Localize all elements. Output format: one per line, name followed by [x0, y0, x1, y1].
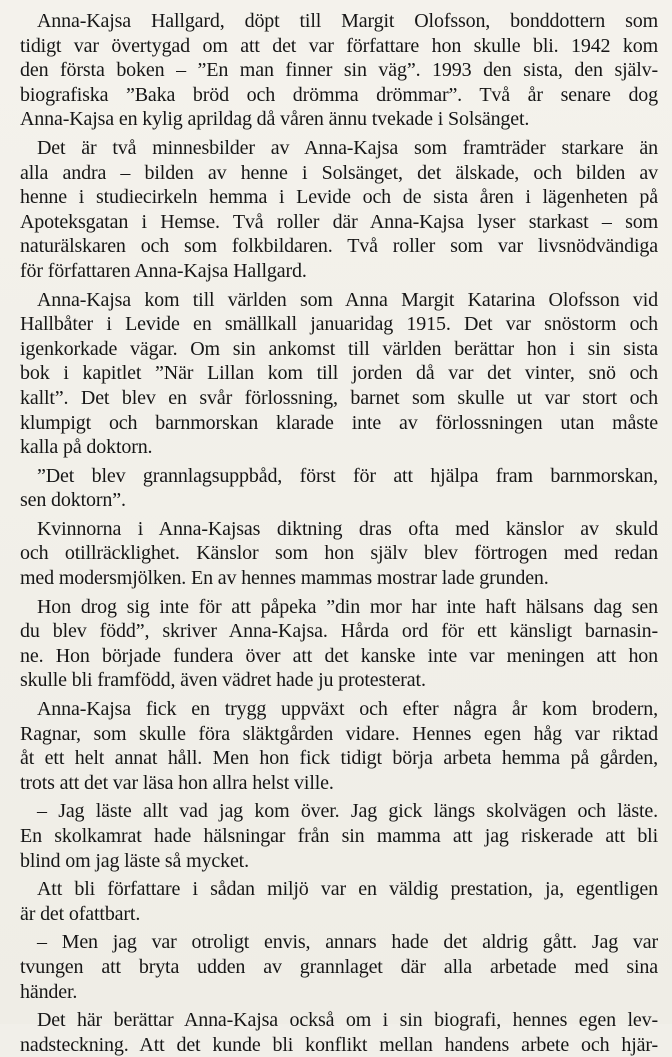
paragraph-7 — [20, 697, 658, 795]
text-line: trots att det var läsa hon allra helst ville. — [20, 771, 334, 794]
text-line: för författaren Anna-Kajsa Hallgard. — [20, 259, 307, 282]
text-line: Hon drog sig inte för att påpeka ”din mor har inte haft hälsans dag sen — [37, 595, 658, 618]
text-line: Ragnar, som skulle föra släktgården vidare. Hennes egen håg var riktad — [20, 722, 658, 745]
text-line: Anna-Kajsa fick en trygg uppväxt och efter några år kom brodern, — [37, 698, 658, 721]
paragraph-5 — [20, 517, 658, 591]
text-line: Apoteksgatan i Hemse. Två roller där Anna-Kajsa lyser starkast – som — [20, 210, 658, 233]
text-line: åt ett helt annat håll. Men hon fick tidigt börja arbeta hemma på gården, — [20, 747, 658, 770]
text-line: du blev född”, skriver Anna-Kajsa. Hårda ord för ett känsligt barnasin- — [20, 620, 658, 643]
text-line: Anna-Kajsa en kylig aprildag då våren ännu tvekade i Solsänget. — [20, 108, 530, 131]
paragraph-2 — [20, 136, 658, 284]
text-line: Att bli författare i sådan miljö var en väldig prestation, ja, egentligen — [37, 878, 658, 901]
text-line: kallt”. Det blev en svår förlossning, barnet som skulle ut var stort och — [20, 386, 658, 409]
text-line: igenkorkade vägar. Om sin ankomst till världen berättar hon i sin sista — [20, 337, 658, 360]
text-line: biografiska ”Baka bröd och drömma drömmar”. Två år senare dog — [20, 83, 658, 106]
paragraph-1 — [20, 9, 658, 132]
text-line: Anna-Kajsa kom till världen som Anna Margit Katarina Olofsson vid — [37, 288, 658, 311]
text-line: nadsteckning. Att det kunde bli konflikt mellan handens arbete och hjär- — [20, 1033, 658, 1056]
text-line: ne. Hon började fundera över att det kanske inte var meningen att hon — [20, 644, 658, 667]
text-line: Hallbåter i Levide en smällkall januaridag 1915. Det var snöstorm och — [20, 313, 658, 336]
text-line: blind om jag läste så mycket. — [20, 849, 249, 872]
text-line: Anna-Kajsa Hallgard, döpt till Margit Olofsson, bonddottern som — [37, 10, 658, 32]
paragraph-6 — [20, 595, 658, 693]
text-line: klumpigt och barnmorskan klarade inte av förlossningen utan måste — [20, 411, 658, 434]
paragraph-10 — [20, 930, 658, 1004]
text-line: sen doktorn”. — [20, 489, 126, 512]
text-line: den första boken – ”En man finner sin väg”. 1993 den sista, den själv- — [20, 59, 658, 82]
text-line: Kvinnorna i Anna-Kajsas diktning dras ofta med känslor av skuld — [37, 517, 658, 540]
text-line: – Jag läste allt vad jag kom över. Jag gick längs skolvägen och läste. — [37, 800, 658, 823]
text-line: är det ofattbart. — [20, 902, 141, 925]
text-line: tidigt var övertygad om att det var författare hon skulle bli. 1942 kom — [20, 34, 658, 57]
text-line: Det här berättar Anna-Kajsa också om i sin biografi, hennes egen lev- — [37, 1009, 658, 1032]
text-line: ”Det blev grannlagsuppbåd, först för att hjälpa fram barnmorskan, — [37, 464, 658, 487]
text-line: skulle bli framfödd, även vädret hade ju protesterat. — [20, 669, 426, 692]
paragraph-8 — [20, 799, 658, 873]
text-line: händer. — [20, 980, 78, 1003]
text-line: och otillräcklighet. Känslor som hon själv blev förtrogen med redan — [20, 542, 658, 565]
text-line: alla andra – bilden av henne i Solsänget, det älskade, och bilden av — [20, 161, 658, 184]
text-line: kalla på doktorn. — [20, 436, 153, 459]
paragraph-4 — [20, 464, 658, 513]
paragraph-9 — [20, 877, 658, 926]
paragraph-3 — [20, 288, 658, 460]
text-line: Det är två minnesbilder av Anna-Kajsa som framträder starkare än — [37, 136, 658, 159]
text-line: med modersmjölken. En av hennes mammas mostrar lade grunden. — [20, 567, 549, 590]
paragraph-11 — [20, 1008, 658, 1057]
text-line: – Men jag var otroligt envis, annars hade det aldrig gått. Jag var — [37, 931, 658, 954]
text-line: tvungen att bryta udden av grannlaget där alla arbetade med sina — [20, 955, 658, 978]
text-line: henne i studiecirkeln hemma i Levide och de sista åren i lägenheten på — [20, 186, 658, 209]
text-line: bok i kapitlet ”När Lillan kom till jorden då var det vinter, snö och — [20, 362, 658, 385]
text-line: En skolkamrat hade hälsningar från sin mamma att jag riskerade att bli — [20, 825, 658, 847]
text-line: naturälskaren och som folkbildaren. Två roller som var livsnödvändiga — [20, 235, 658, 258]
